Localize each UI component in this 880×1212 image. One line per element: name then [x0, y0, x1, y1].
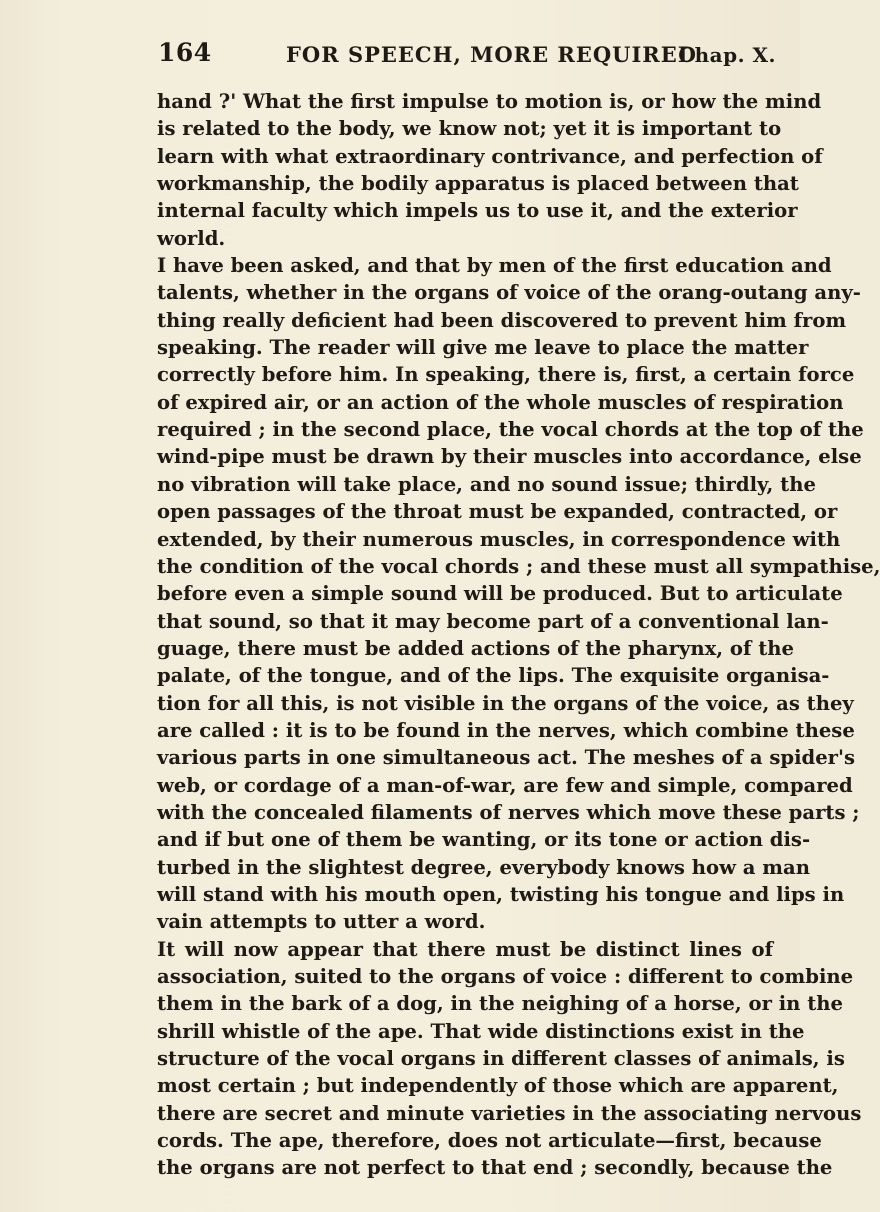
text-line: cords. The ape, therefore, does not articulate—first, because [157, 1129, 822, 1153]
text-line: workmanship, the bodily apparatus is placed between that [157, 172, 799, 196]
text-line: shrill whistle of the ape. That wide distinctions exist in the [157, 1019, 805, 1043]
text-line: structure of the vocal organs in different classes of animals, is [157, 1047, 845, 1071]
text-line: most certain ; but independently of those which are apparent, [157, 1074, 839, 1098]
text-line: hand ?' What the first impulse to motion is, or how the mind [157, 90, 822, 113]
text-line: will stand with his mouth open, twisting his tongue and lips in [157, 882, 845, 906]
text-line: correctly before him. In speaking, there is, first, a certain force [157, 363, 855, 387]
text-line: web, or cordage of a man-of-war, are few and simple, compared [157, 773, 853, 797]
text-line: open passages of the throat must be expanded, contracted, or [157, 500, 838, 524]
text-line: the organs are not perfect to that end ; secondly, because the [157, 1156, 833, 1180]
text-line: before even a simple sound will be produced. But to articulate [157, 582, 843, 606]
text-line: learn with what extraordinary contrivance, and perfection of [157, 144, 823, 168]
text-line: internal faculty which impels us to use it, and the exterior [157, 199, 798, 223]
text-line: speaking. The reader will give me leave to place the matter [157, 336, 809, 360]
text-line: extended, by their numerous muscles, in correspondence with [157, 527, 841, 551]
running-head [158, 38, 776, 72]
text-line: talents, whether in the organs of voice of the orang-outang any- [157, 281, 861, 305]
text-line: guage, there must be added actions of the pharynx, of the [157, 636, 794, 660]
text-line: various parts in one simultaneous act. The meshes of a spider's [157, 746, 856, 770]
text-line: them in the bark of a dog, in the neighing of a horse, or in the [157, 992, 843, 1016]
text-line: thing really deficient had been discovered to prevent him from [157, 308, 847, 332]
text-line: tion for all this, is not visible in the organs of the voice, as they [157, 691, 854, 715]
text-line: vain attempts to utter a word. [157, 910, 486, 934]
text-line: palate, of the tongue, and of the lips. The exquisite organisa- [157, 664, 830, 688]
text-line: wind-pipe must be drawn by their muscles into accordance, else [157, 445, 862, 469]
text-line: association, suited to the organs of voice : different to combine [157, 965, 854, 988]
body-text [157, 88, 880, 1182]
text-line: It will now appear that there must be distinct lines of [157, 937, 773, 961]
text-line: turbed in the slightest degree, everybody knows how a man [157, 855, 810, 879]
text-line: that sound, so that it may become part of a conventional lan- [157, 609, 829, 633]
text-line: there are secret and minute varieties in the associating nervous [157, 1101, 862, 1125]
text-line: world. [157, 226, 226, 250]
text-line: and if but one of them be wanting, or its tone or action dis- [157, 828, 811, 852]
text-line: with the concealed filaments of nerves which move these parts ; [157, 800, 860, 824]
text-line: is related to the body, we know not; yet it is important to [157, 117, 782, 141]
text-line: are called : it is to be found in the nerves, which combine these [157, 718, 855, 742]
text-line: the condition of the vocal chords ; and these must all sympathise, [157, 554, 880, 578]
text-line: no vibration will take place, and no sound issue; thirdly, the [157, 472, 816, 496]
text-line: I have been asked, and that by men of the first education and [157, 254, 832, 278]
running-title: FOR SPEECH, MORE REQUIRED [286, 42, 697, 67]
chapter-label: Chap. X. [678, 43, 776, 67]
text-line: required ; in the second place, the vocal chords at the top of the [157, 418, 864, 442]
text-line: of expired air, or an action of the whole muscles of respiration [157, 390, 844, 414]
page-number: 164 [158, 38, 212, 67]
